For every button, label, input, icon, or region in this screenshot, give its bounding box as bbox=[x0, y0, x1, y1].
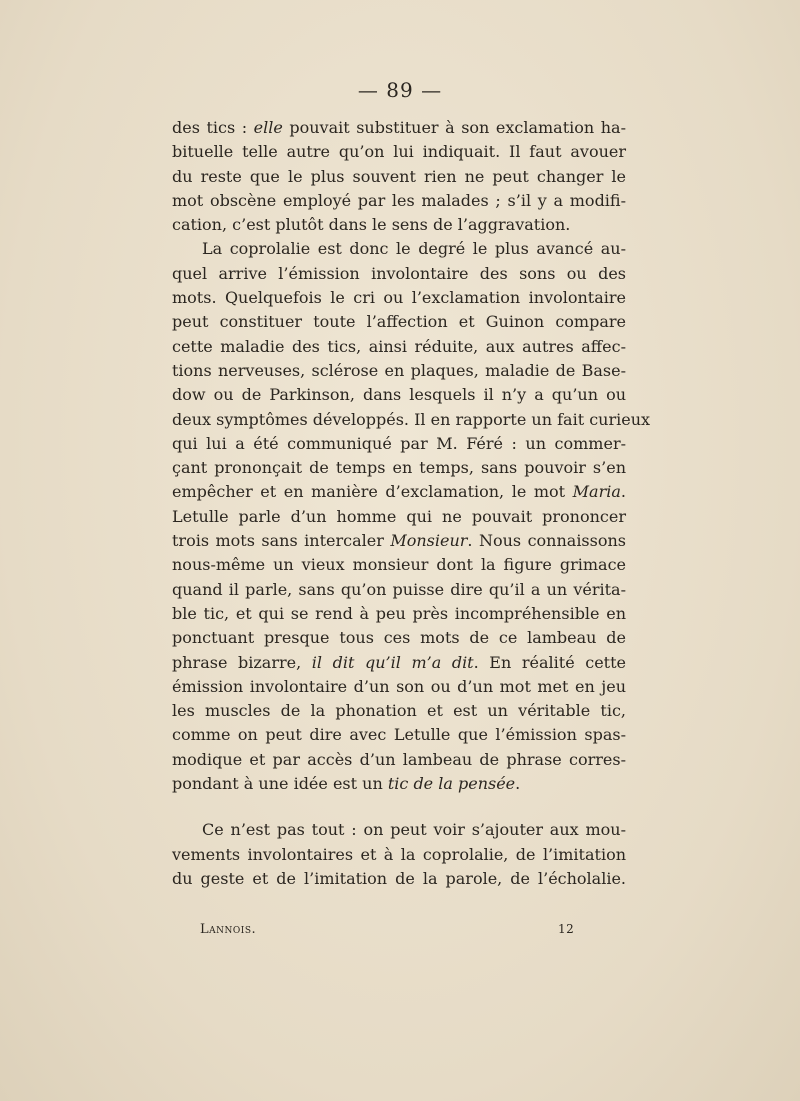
text-line: peut constituer toute l’affection et Guinon compare bbox=[172, 312, 626, 332]
footer-signature: 12 bbox=[558, 922, 575, 936]
paragraph-gap bbox=[172, 796, 626, 818]
text-line: du reste que le plus souvent rien ne peut changer le bbox=[172, 166, 626, 186]
text-line: les muscles de la phonation et est un véritable tic, bbox=[172, 701, 626, 721]
text-line: quel arrive l’émission involontaire des sons ou des bbox=[172, 263, 626, 283]
text-line: empêcher et en manière d’exclamation, le mot Maria. bbox=[172, 482, 626, 502]
text-line: bituelle telle autre qu’on lui indiquait. Il faut avouer bbox=[172, 142, 626, 162]
text-line: cette maladie des tics, ainsi réduite, aux autres affec- bbox=[172, 336, 626, 356]
text-line: tions nerveuses, sclérose en plaques, maladie de Base- bbox=[172, 360, 626, 380]
text-line: nous-même un vieux monsieur dont la figure grimace bbox=[172, 555, 626, 575]
text-line: Letulle parle d’un homme qui ne pouvait prononcer bbox=[172, 506, 626, 526]
text-line: çant prononçait de temps en temps, sans pouvoir s’en bbox=[172, 458, 626, 478]
text-line: quand il parle, sans qu’on puisse dire qu’il a un vérita- bbox=[172, 579, 626, 599]
text-line: phrase bizarre, il dit qu’il m’a dit. En réalité cette bbox=[172, 652, 627, 672]
text-line: qui lui a été communiqué par M. Féré : un commer- bbox=[172, 433, 626, 453]
text-line: ponctuant presque tous ces mots de ce lambeau de bbox=[172, 628, 626, 648]
text-line: Ce n’est pas tout : on peut voir s’ajouter aux mou- bbox=[202, 820, 626, 840]
text-line: ble tic, et qui se rend à peu près incompréhensible en bbox=[172, 603, 626, 623]
text-line: dow ou de Parkinson, dans lesquels il n’y a qu’un ou bbox=[172, 385, 626, 405]
text-line: La coprolalie est donc le degré le plus avancé au- bbox=[202, 239, 626, 259]
text-line: des tics : elle pouvait substituer à son exclamation ha- bbox=[172, 118, 626, 137]
text-line: deux symptômes développés. Il en rapporte un fait curieux bbox=[172, 409, 651, 429]
text-line: émission involontaire d’un son ou d’un mot met en jeu bbox=[172, 676, 626, 696]
text-line: mot obscène employé par les malades ; s’il y a modifi- bbox=[172, 190, 626, 210]
text-line: trois mots sans intercaler Monsieur. Nous connaissons bbox=[172, 531, 627, 551]
text-line: comme on peut dire avec Letulle que l’émission spas- bbox=[172, 725, 626, 745]
body-text bbox=[172, 116, 651, 891]
text-line: mots. Quelquefois le cri ou l’exclamation involontaire bbox=[172, 288, 626, 308]
text-line: cation, c’est plutôt dans le sens de l’aggravation. bbox=[172, 215, 571, 235]
footer-author: Lannois. bbox=[200, 922, 257, 937]
text-line: vements involontaires et à la coprolalie, de l’imitation bbox=[172, 844, 626, 864]
page-number: — 89 — bbox=[357, 78, 443, 102]
text-line: pondant à une idée est un tic de la pensée. bbox=[172, 774, 521, 794]
text-line: modique et par accès d’un lambeau de phrase corres- bbox=[172, 749, 626, 769]
text-line: du geste et de l’imitation de la parole, de l’écholalie. bbox=[172, 868, 626, 888]
